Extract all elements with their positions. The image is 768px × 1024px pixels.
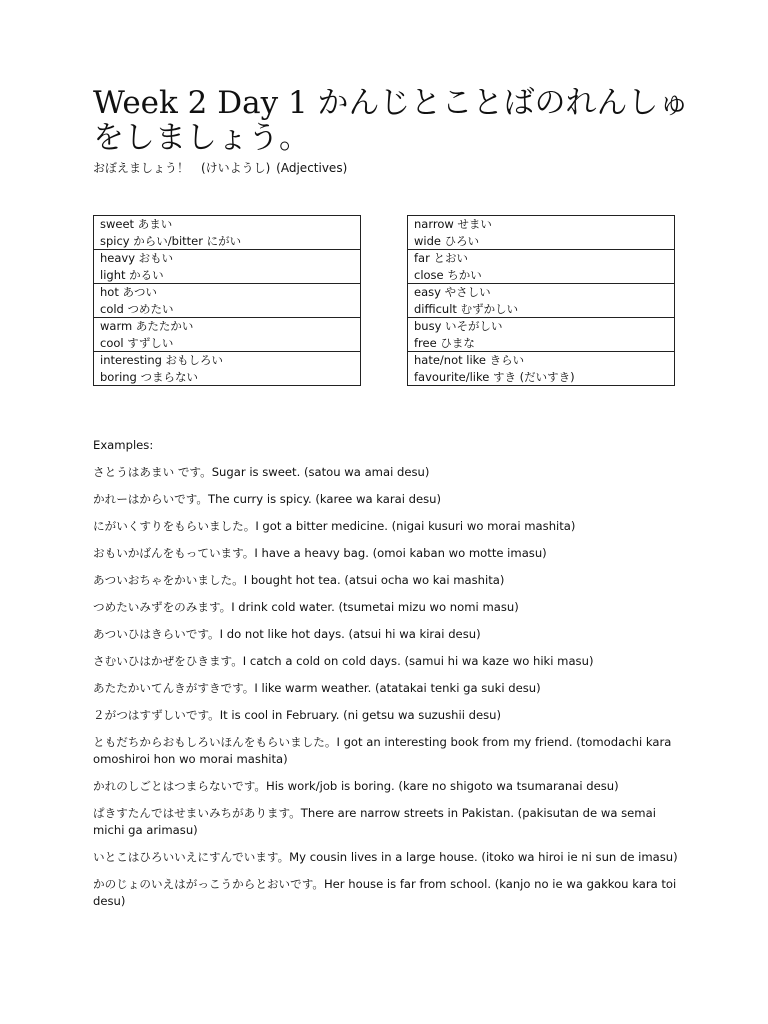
adjective-entry: boring つまらない: [100, 369, 199, 384]
example-sentence: さとうはあまい です。Sugar is sweet. (satou wa amai desu): [93, 465, 430, 479]
adjective-row: [94, 284, 361, 318]
adjective-entry: hot あつい: [100, 285, 157, 299]
adjective-cell: [94, 352, 361, 386]
adjective-cell: [408, 250, 675, 284]
adjective-entry: busy いそがしい: [414, 319, 503, 333]
adjective-cell: [94, 318, 361, 352]
example-sentence: かのじょのいえはがっこうからとおいです。Her house is far from school. (kanjo no ie wa gakkou kara toi desu): [93, 877, 677, 908]
adjective-entry: interesting おもしろい: [100, 353, 224, 367]
adjective-entry: cool すずしい: [100, 335, 174, 350]
adjective-row: [408, 318, 675, 352]
adjective-cell: [94, 216, 361, 250]
example-sentence: ２がつはすずしいです。It is cool in February. (ni getsu wa suzushii desu): [93, 708, 502, 722]
adjective-entry: wide ひろい: [414, 233, 480, 248]
example-sentence: ともだちからおもしろいほんをもらいました。I got an interesting book from my friend. (tomodachi kara omoshiroi hon wo morai mashita): [93, 735, 672, 766]
example-sentence: あたたかいてんきがすきです。I like warm weather. (atatakai tenki ga suki desu): [93, 681, 541, 695]
adjective-row: [408, 250, 675, 284]
adjective-entry: difficult むずかしい: [414, 301, 519, 316]
example-sentence: いとこはひろいいえにすんでいます。My cousin lives in a large house. (itoko wa hiroi ie ni sun de imasu): [93, 850, 678, 864]
adjective-entry: cold つめたい: [100, 301, 174, 316]
adjective-entry: light かるい: [100, 267, 164, 282]
adjective-row: [408, 216, 675, 250]
example-sentence: ぱきすたんではせまいみちがあります。There are narrow streets in Pakistan. (pakisutan de wa semai michi ga arimasu): [93, 806, 656, 837]
example-sentence: あついひはきらいです。I do not like hot days. (atsui hi wa kirai desu): [93, 627, 481, 641]
example-sentence: にがいくすりをもらいました。I got a bitter medicine. (nigai kusuri wo morai mashita): [93, 519, 576, 533]
examples-section: [93, 437, 678, 920]
adjective-entry: hate/not like きらい: [414, 353, 525, 367]
adjective-row: [94, 250, 361, 284]
adjective-entry: warm あたたかい: [100, 319, 194, 333]
adjective-entry: far とおい: [414, 251, 468, 265]
adjective-table-left: [93, 215, 361, 386]
adjective-row: [94, 318, 361, 352]
adjective-entry: close ちかい: [414, 267, 482, 282]
adjective-entry: easy やさしい: [414, 285, 491, 299]
adjective-entry: favourite/like すき (だいすき): [414, 369, 575, 384]
examples-list: [93, 464, 678, 910]
example-sentence: さむいひはかぜをひきます。I catch a cold on cold days. (samui hi wa kaze wo hiki masu): [93, 654, 594, 668]
adjective-entry: spicy からい/bitter にがい: [100, 233, 242, 248]
adjective-entry: narrow せまい: [414, 217, 492, 231]
adjective-cell: [408, 352, 675, 386]
adjective-row: [94, 216, 361, 250]
adjective-cell: [94, 250, 361, 284]
adjective-table-right: [407, 215, 675, 386]
subtitle: おぼえましょう！ (けいようし) (Adjectives): [93, 161, 348, 175]
example-sentence: おもいかばんをもっています。I have a heavy bag. (omoi kaban wo motte imasu): [93, 546, 547, 560]
adjective-entry: sweet あまい: [100, 217, 173, 231]
example-sentence: かれのしごとはつまらないです。His work/job is boring. (kare no shigoto wa tsumaranai desu): [93, 779, 619, 793]
adjective-row: [408, 284, 675, 318]
page-title: Week 2 Day 1 かんじとことばのれんしゅをしましょう。: [93, 85, 690, 156]
adjective-cell: [408, 216, 675, 250]
adjective-row: [408, 352, 675, 386]
adjective-cell: [94, 284, 361, 318]
example-sentence: つめたいみずをのみます。I drink cold water. (tsumetai mizu wo nomi masu): [93, 600, 519, 614]
examples-label: Examples:: [93, 438, 154, 452]
adjective-entry: heavy おもい: [100, 251, 174, 265]
example-sentence: あついおちゃをかいました。I bought hot tea. (atsui ocha wo kai mashita): [93, 573, 505, 587]
adjective-row: [94, 352, 361, 386]
example-sentence: かれーはからいです。The curry is spicy. (karee wa karai desu): [93, 492, 442, 506]
adjective-entry: free ひまな: [414, 335, 475, 350]
adjective-cell: [408, 284, 675, 318]
adjective-cell: [408, 318, 675, 352]
